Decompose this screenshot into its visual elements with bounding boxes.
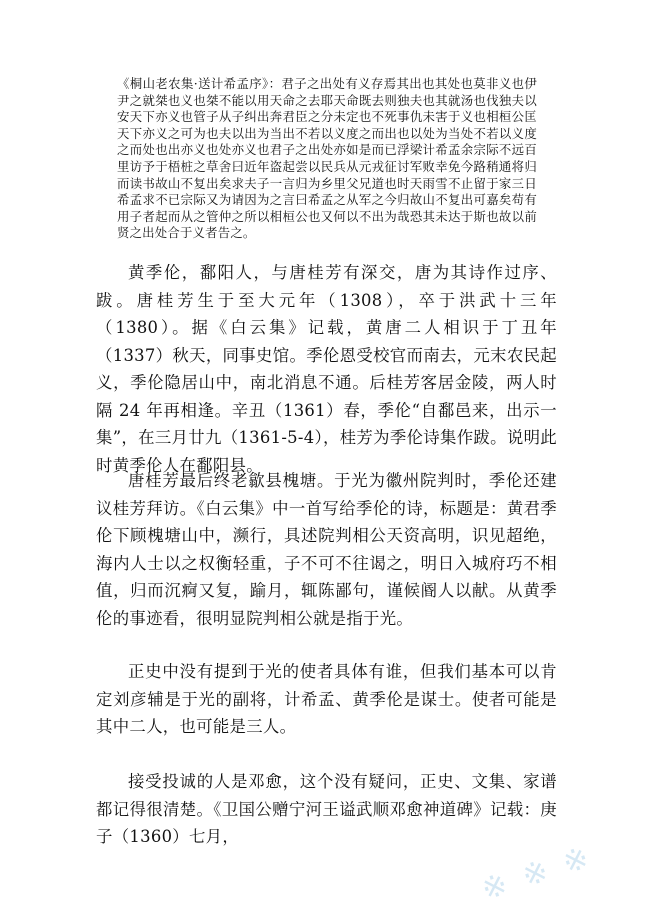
paragraph-3: 正史中没有提到于光的使者具体有谁，但我们基本可以肯定刘彦辅是于光的副将，计希孟、黄季伦是谋士。使者可能是其中二人，也可能是三人。 — [96, 662, 557, 736]
quote-block: 《桐山老农集·送计希孟序》：君子之出处有义存焉其出也其处也莫非义也伊尹之就桀也义也桀不能以用天命之去耶天命既去则独夫也其就汤也伐独夫以安天下亦义也管子从子纠出奔君臣之分未定也不死事仇未害于义也相桓公匡天下亦义之可为也夫以出为当出不若以义度之而出也以处为当处不若以义度之而处也出亦义也处亦义也君子之出处亦如是而已浮梁计希孟余宗际不远百里访予于梧桩之草舍曰近年盗起尝以民兵从元戎征讨军败幸免今路稍通将归而读书故山不复出矣求夫子一言归为乡里父兄道也时天雨雪不止留于家三日希孟求不已宗际又为请因为之言曰希孟之从军之今归故山不复出可嘉矣苟有用子者起而从之管仲之所以相桓公也又何以不出为哉恐其未达于斯也故以前贤之出处合于义者告之。 — [117, 76, 537, 241]
paragraph-1: 黄季伦，鄱阳人，与唐桂芳有深交，唐为其诗作过序、跋。唐桂芳生于至大元年（1308），卒于洪武十三年（1380）。据《白云集》记载，黄唐二人相识于丁丑年（1337）秋天，同事史馆。季伦恩受校官而南去，元末农民起义，季伦隐居山中，南北消息不通。后桂芳客居金陵，两人时隔 24 年再相逢。辛丑（1361）春，季伦“自鄱邑来，出示一集”，在三月廿九（1361-5-4），桂芳为季伦诗集作跋。说明此时黄季伦人在鄱阳县。 — [96, 263, 557, 475]
paragraph-4: 接受投诚的人是邓愈，这个没有疑问，正史、文集、家谱都记得很清楚。《卫国公赠宁河王谥武顺邓愈神道碑》记载：庚子（1360）七月， — [96, 772, 557, 846]
paragraph-2: 唐桂芳最后终老歙县槐塘。于光为徽州院判时，季伦还建议桂芳拜访。《白云集》中一首写给季伦的诗，标题是：黄君季伦下顾槐塘山中，濒行，具述院判相公天资高明，识见超绝，海内人士以之权衡轻重，子不可不往谒之，明日入城府巧不相值，归而沉痾又复，踰月，辄陈鄙句，谨候阍人以献。从黄季伦的事迹看，很明显院判相公就是指于光。 — [96, 471, 557, 628]
watermark-image: ※ ※ ※ — [477, 839, 598, 908]
